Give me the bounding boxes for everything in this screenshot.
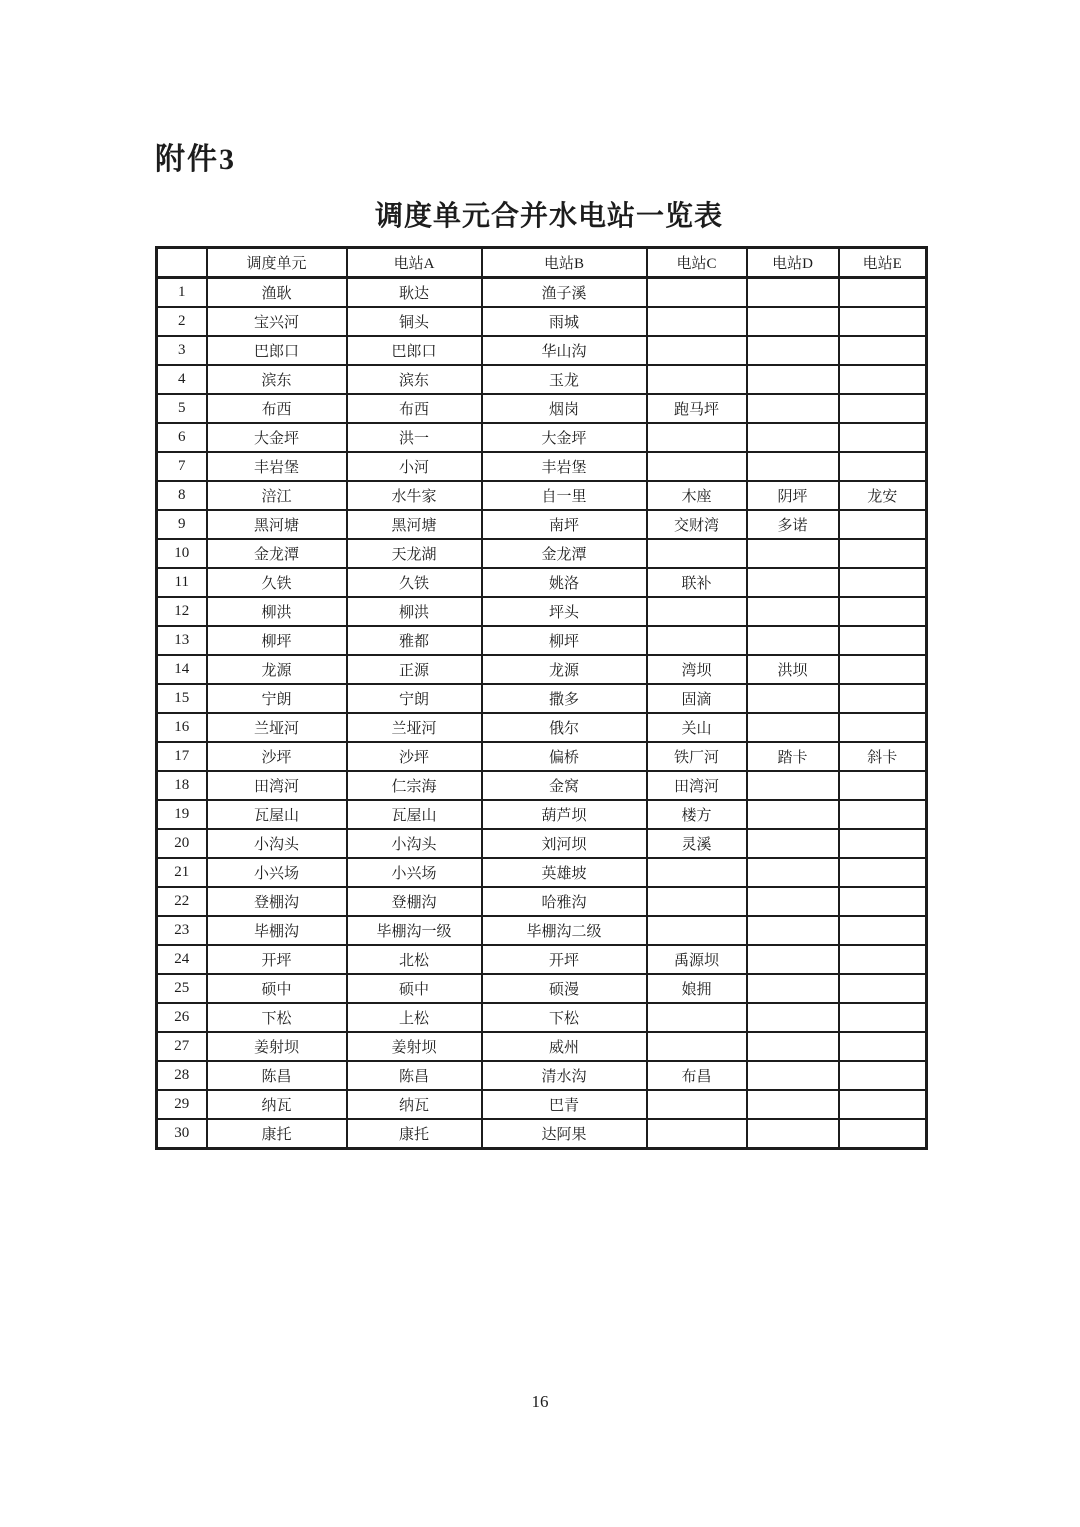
station-cell: 姜射坝 (347, 1032, 482, 1061)
station-cell: 华山沟 (482, 336, 647, 365)
table-row (157, 887, 927, 916)
station-cell (839, 510, 927, 539)
station-cell: 清水沟 (482, 1061, 647, 1090)
station-cell: 登棚沟 (347, 887, 482, 916)
station-cell (747, 539, 839, 568)
station-cell (647, 597, 747, 626)
table-row (157, 916, 927, 945)
row-number-cell: 29 (157, 1090, 207, 1119)
station-cell (747, 336, 839, 365)
table-row (157, 655, 927, 684)
row-number-cell: 1 (157, 278, 207, 308)
station-cell: 坪头 (482, 597, 647, 626)
station-cell: 南坪 (482, 510, 647, 539)
station-cell: 滨东 (207, 365, 347, 394)
station-cell: 阴坪 (747, 481, 839, 510)
row-number-cell: 23 (157, 916, 207, 945)
station-cell (747, 394, 839, 423)
station-cell: 硕中 (207, 974, 347, 1003)
station-cell (747, 713, 839, 742)
station-cell (747, 1003, 839, 1032)
station-cell: 陈昌 (207, 1061, 347, 1090)
table-row (157, 1061, 927, 1090)
row-number-cell: 6 (157, 423, 207, 452)
station-cell: 湾坝 (647, 655, 747, 684)
station-cell (747, 945, 839, 974)
station-cell: 玉龙 (482, 365, 647, 394)
table-row (157, 626, 927, 655)
station-cell: 龙安 (839, 481, 927, 510)
row-number-cell: 30 (157, 1119, 207, 1149)
header-cell-station-b: 电站B (482, 248, 647, 278)
station-cell: 宁朗 (207, 684, 347, 713)
station-cell (839, 945, 927, 974)
station-cell: 小兴场 (207, 858, 347, 887)
station-cell: 布昌 (647, 1061, 747, 1090)
row-number-cell: 8 (157, 481, 207, 510)
row-number-cell: 9 (157, 510, 207, 539)
station-cell: 巴郎口 (347, 336, 482, 365)
station-cell: 踏卡 (747, 742, 839, 771)
station-cell (839, 655, 927, 684)
station-cell: 洪坝 (747, 655, 839, 684)
row-number-cell: 15 (157, 684, 207, 713)
row-number-cell: 12 (157, 597, 207, 626)
station-cell: 涪江 (207, 481, 347, 510)
station-cell: 大金坪 (482, 423, 647, 452)
station-cell (839, 771, 927, 800)
station-cell: 多诺 (747, 510, 839, 539)
table-row (157, 539, 927, 568)
station-cell: 水牛家 (347, 481, 482, 510)
station-cell: 田湾河 (647, 771, 747, 800)
station-cell (747, 800, 839, 829)
row-number-cell: 13 (157, 626, 207, 655)
row-number-cell: 27 (157, 1032, 207, 1061)
station-cell: 硕中 (347, 974, 482, 1003)
station-cell (747, 1090, 839, 1119)
row-number-cell: 21 (157, 858, 207, 887)
station-cell (747, 887, 839, 916)
station-cell (839, 916, 927, 945)
header-cell-station-e: 电站E (839, 248, 927, 278)
station-cell: 关山 (647, 713, 747, 742)
station-cell: 小河 (347, 452, 482, 481)
table-row (157, 945, 927, 974)
station-cell: 久铁 (207, 568, 347, 597)
page-title: 调度单元合并水电站一览表 (374, 201, 723, 232)
station-cell: 柳坪 (207, 626, 347, 655)
header-cell-index (157, 248, 207, 278)
station-cell (747, 829, 839, 858)
station-cell (747, 626, 839, 655)
station-cell: 纳瓦 (207, 1090, 347, 1119)
station-cell: 毕棚沟 (207, 916, 347, 945)
table-row (157, 800, 927, 829)
station-cell: 正源 (347, 655, 482, 684)
row-number-cell: 4 (157, 365, 207, 394)
station-cell: 仁宗海 (347, 771, 482, 800)
header-cell-station-a: 电站A (347, 248, 482, 278)
station-cell (747, 307, 839, 336)
station-cell (839, 887, 927, 916)
row-number-cell: 20 (157, 829, 207, 858)
station-cell: 威州 (482, 1032, 647, 1061)
row-number-cell: 11 (157, 568, 207, 597)
station-cell (839, 626, 927, 655)
station-cell (747, 916, 839, 945)
station-cell: 小沟头 (207, 829, 347, 858)
station-cell: 小兴场 (347, 858, 482, 887)
station-cell: 斜卡 (839, 742, 927, 771)
header-cell-station-c: 电站C (647, 248, 747, 278)
station-cell: 禹源坝 (647, 945, 747, 974)
station-cell: 宝兴河 (207, 307, 347, 336)
row-number-cell: 18 (157, 771, 207, 800)
station-cell: 兰垭河 (347, 713, 482, 742)
station-cell: 葫芦坝 (482, 800, 647, 829)
table-body (157, 278, 927, 1149)
table-row (157, 684, 927, 713)
station-cell (747, 684, 839, 713)
table-row (157, 394, 927, 423)
station-cell: 宁朗 (347, 684, 482, 713)
station-cell: 娘拥 (647, 974, 747, 1003)
station-cell: 耿达 (347, 278, 482, 308)
station-cell: 哈雅沟 (482, 887, 647, 916)
station-cell (647, 858, 747, 887)
station-cell (839, 829, 927, 858)
station-cell: 俄尔 (482, 713, 647, 742)
station-cell: 巴青 (482, 1090, 647, 1119)
station-cell (839, 1003, 927, 1032)
row-number-cell: 17 (157, 742, 207, 771)
station-cell: 黑河塘 (347, 510, 482, 539)
table-row (157, 974, 927, 1003)
station-cell (839, 307, 927, 336)
station-cell: 康托 (207, 1119, 347, 1149)
station-cell: 铁厂河 (647, 742, 747, 771)
station-cell: 联补 (647, 568, 747, 597)
station-cell (839, 1090, 927, 1119)
row-number-cell: 7 (157, 452, 207, 481)
station-cell (839, 394, 927, 423)
station-cell: 毕棚沟二级 (482, 916, 647, 945)
station-cell: 英雄坡 (482, 858, 647, 887)
station-cell: 金窝 (482, 771, 647, 800)
station-cell (839, 423, 927, 452)
station-cell (839, 974, 927, 1003)
station-cell: 雅都 (347, 626, 482, 655)
station-cell (747, 452, 839, 481)
table-row (157, 481, 927, 510)
table-row (157, 1090, 927, 1119)
station-cell (839, 568, 927, 597)
station-cell: 沙坪 (207, 742, 347, 771)
station-cell: 姚洛 (482, 568, 647, 597)
station-cell (747, 1119, 839, 1149)
station-cell (747, 1061, 839, 1090)
table-row (157, 771, 927, 800)
table-row (157, 423, 927, 452)
station-cell (839, 713, 927, 742)
table-row (157, 568, 927, 597)
row-number-cell: 25 (157, 974, 207, 1003)
station-cell (747, 278, 839, 308)
station-cell: 柳洪 (207, 597, 347, 626)
station-cell: 硕漫 (482, 974, 647, 1003)
station-cell: 交财湾 (647, 510, 747, 539)
station-cell: 布西 (347, 394, 482, 423)
row-number-cell: 24 (157, 945, 207, 974)
station-cell (747, 597, 839, 626)
station-cell (747, 365, 839, 394)
station-cell: 久铁 (347, 568, 482, 597)
table-row (157, 1003, 927, 1032)
table-row (157, 1032, 927, 1061)
table-row (157, 452, 927, 481)
station-cell: 下松 (482, 1003, 647, 1032)
table-row (157, 365, 927, 394)
station-cell: 灵溪 (647, 829, 747, 858)
station-cell (647, 887, 747, 916)
row-number-cell: 22 (157, 887, 207, 916)
table-row (157, 336, 927, 365)
row-number-cell: 19 (157, 800, 207, 829)
station-cell (839, 684, 927, 713)
station-cell: 大金坪 (207, 423, 347, 452)
page-number: 16 (531, 1392, 549, 1411)
station-cell (839, 278, 927, 308)
station-cell (747, 423, 839, 452)
table-row (157, 510, 927, 539)
station-cell: 兰垭河 (207, 713, 347, 742)
station-cell: 烟岗 (482, 394, 647, 423)
station-cell (647, 423, 747, 452)
station-cell (647, 916, 747, 945)
station-cell (747, 1032, 839, 1061)
row-number-cell: 14 (157, 655, 207, 684)
station-table (155, 246, 928, 1150)
station-cell: 雨城 (482, 307, 647, 336)
station-cell: 陈昌 (347, 1061, 482, 1090)
station-cell: 瓦屋山 (347, 800, 482, 829)
station-cell (647, 452, 747, 481)
table-row (157, 278, 927, 308)
station-cell: 铜头 (347, 307, 482, 336)
table-header (157, 248, 927, 278)
station-cell (747, 858, 839, 887)
station-cell: 布西 (207, 394, 347, 423)
station-cell (839, 365, 927, 394)
station-cell (747, 974, 839, 1003)
station-cell (839, 452, 927, 481)
station-cell: 巴郎口 (207, 336, 347, 365)
station-cell: 金龙潭 (207, 539, 347, 568)
station-cell (647, 1119, 747, 1149)
station-cell: 洪一 (347, 423, 482, 452)
station-cell: 丰岩堡 (207, 452, 347, 481)
station-cell: 康托 (347, 1119, 482, 1149)
station-cell (747, 568, 839, 597)
table-row (157, 858, 927, 887)
station-cell: 滨东 (347, 365, 482, 394)
station-cell: 纳瓦 (347, 1090, 482, 1119)
station-cell: 柳洪 (347, 597, 482, 626)
row-number-cell: 26 (157, 1003, 207, 1032)
station-cell: 沙坪 (347, 742, 482, 771)
station-cell: 小沟头 (347, 829, 482, 858)
station-cell (647, 307, 747, 336)
title-wrap (0, 194, 1080, 234)
row-number-cell: 16 (157, 713, 207, 742)
station-cell: 姜射坝 (207, 1032, 347, 1061)
station-cell: 登棚沟 (207, 887, 347, 916)
row-number-cell: 10 (157, 539, 207, 568)
row-number-cell: 2 (157, 307, 207, 336)
station-cell (647, 336, 747, 365)
station-cell: 龙源 (482, 655, 647, 684)
station-cell (839, 539, 927, 568)
station-cell: 毕棚沟一级 (347, 916, 482, 945)
table-header-row (157, 248, 927, 278)
station-cell (647, 626, 747, 655)
station-cell: 黑河塘 (207, 510, 347, 539)
header-cell-unit: 调度单元 (207, 248, 347, 278)
row-number-cell: 28 (157, 1061, 207, 1090)
station-cell: 天龙湖 (347, 539, 482, 568)
station-cell: 撒多 (482, 684, 647, 713)
station-cell: 木座 (647, 481, 747, 510)
station-cell: 上松 (347, 1003, 482, 1032)
table-row (157, 597, 927, 626)
station-cell: 刘河坝 (482, 829, 647, 858)
station-cell: 偏桥 (482, 742, 647, 771)
table-row (157, 713, 927, 742)
station-cell: 自一里 (482, 481, 647, 510)
station-cell (839, 800, 927, 829)
station-cell (747, 771, 839, 800)
station-cell (647, 365, 747, 394)
station-cell: 开坪 (482, 945, 647, 974)
station-cell (647, 1032, 747, 1061)
station-cell (839, 1032, 927, 1061)
station-cell: 楼方 (647, 800, 747, 829)
station-cell (647, 278, 747, 308)
row-number-cell: 3 (157, 336, 207, 365)
station-cell: 固滴 (647, 684, 747, 713)
station-cell: 柳坪 (482, 626, 647, 655)
station-cell: 渔耿 (207, 278, 347, 308)
header-cell-station-d: 电站D (747, 248, 839, 278)
station-cell: 龙源 (207, 655, 347, 684)
station-cell: 达阿果 (482, 1119, 647, 1149)
station-cell: 金龙潭 (482, 539, 647, 568)
station-cell (839, 1119, 927, 1149)
station-cell: 田湾河 (207, 771, 347, 800)
station-cell (839, 597, 927, 626)
station-cell (839, 336, 927, 365)
table-row (157, 307, 927, 336)
table-row (157, 1119, 927, 1149)
row-number-cell: 5 (157, 394, 207, 423)
station-cell (647, 539, 747, 568)
station-cell: 开坪 (207, 945, 347, 974)
station-cell (839, 1061, 927, 1090)
station-cell (647, 1090, 747, 1119)
station-cell (839, 858, 927, 887)
station-cell: 北松 (347, 945, 482, 974)
station-cell: 瓦屋山 (207, 800, 347, 829)
station-cell: 渔子溪 (482, 278, 647, 308)
table-row (157, 829, 927, 858)
station-cell: 丰岩堡 (482, 452, 647, 481)
station-cell: 跑马坪 (647, 394, 747, 423)
attachment-label: 附件3 (155, 143, 236, 176)
table-row (157, 742, 927, 771)
station-cell (647, 1003, 747, 1032)
station-cell: 下松 (207, 1003, 347, 1032)
